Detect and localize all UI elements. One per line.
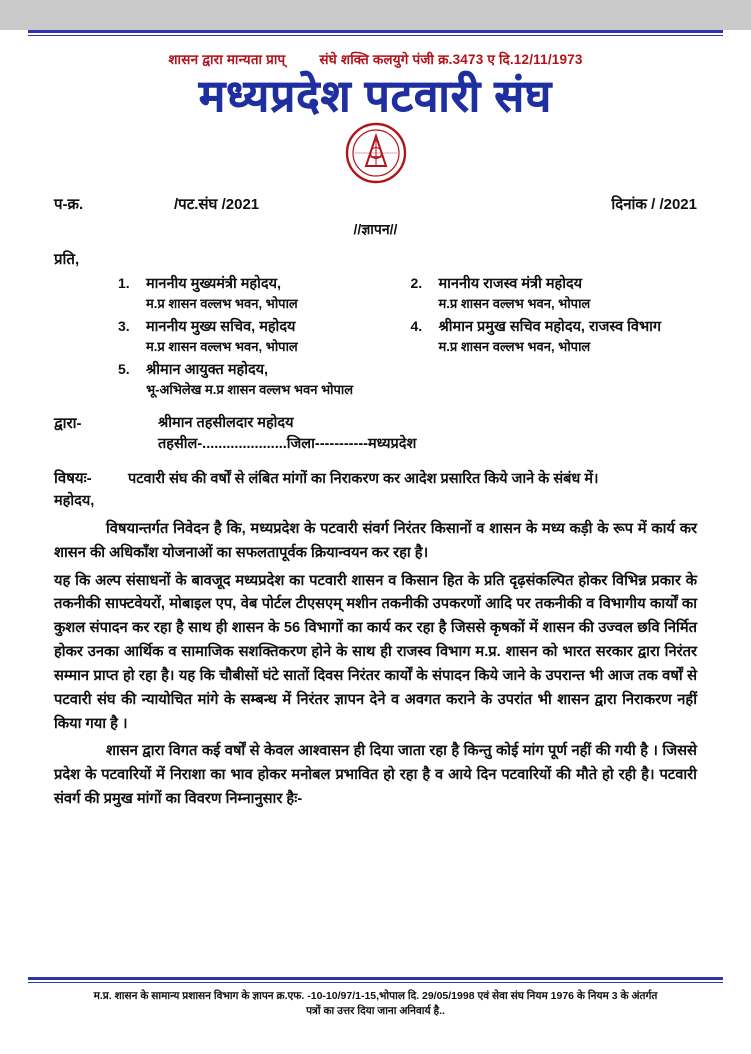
recipient-number: 3. — [118, 318, 130, 335]
recipient-address: म.प्र शासन वल्लभ भवन, भोपाल — [438, 338, 591, 354]
footer-note — [28, 989, 723, 1021]
via-location: तहसील-.....................जिला-----------मध्यप्रदेश — [158, 436, 417, 453]
recipient-name: श्रीमान आयुक्त महोदय, — [146, 362, 269, 379]
salutation: महोदय, — [54, 493, 95, 510]
reference-number-label: प-क्र. — [54, 196, 84, 214]
body-paragraph: यह कि अल्प संसाधनों के बावजूद मध्यप्रदेश का पटवारी शासन व किसान हित के प्रति दृढ़संकल्पित होकर विभिन्न प्रकार के तकनीकी साफ्टवेयरों, मोबाइल एप, वेब पोर्टल टीएसएम् मशीन तकनीकी उपकरणों आदि पर तकनीकी व विभागीय कार्यों का कुशल संपादन कर रहा है साथ ही शासन के 56 विभागों का कार्य कर रहा है जिससे कृषकों में शासन की उज्वल छवि निर्मित होकर उनका आर्थिक व सामाजिक सशक्तिकरण होने के साथ ही राजस्व विभाग म.प्र. शासन को भारत सरकार द्वारा निरंतर सम्मान प्राप्त हो रहा है। यह कि चौबीसों घंटे सातों दिवस निरंतर कार्यों के संपादन किये जाने के उपरान्त भी आज तक वर्षों से पटवारी संघ की न्यायोचित मांगे के सम्बन्ध में निरंतर ज्ञापन देने व अवगत कराने के उपरांत भी शासन द्वारा निराकरण नहीं किया गया है । — [54, 572, 697, 732]
organization-masthead: मध्यप्रदेश पटवारी संघ — [198, 72, 553, 121]
memo-title: //ज्ञापन// — [353, 221, 398, 238]
recipient-name: माननीय मुख्य सचिव, महोदय — [146, 319, 296, 336]
recognition-note: शासन द्वारा मान्यता प्राप् — [168, 52, 286, 67]
recipient-item — [118, 318, 411, 355]
via-officer: श्रीमान तहसीलदार महोदय — [158, 414, 294, 431]
recipient-name: माननीय मुख्यमंत्री महोदय, — [146, 276, 282, 293]
top-rule-thin — [28, 35, 723, 36]
recipient-address: म.प्र शासन वल्लभ भवन, भोपाल — [146, 338, 298, 354]
emblem-container — [28, 122, 723, 184]
recipient-name: माननीय राजस्व मंत्री महोदय — [438, 276, 583, 293]
registration-note: संघे शक्ति कलयुगे पंजी क्र.3473 ए दि.12/11/1973 — [319, 52, 583, 67]
footer-note-line-2: पत्रों का उत्तर दिया जाना अनिवार्य है.. — [306, 1005, 445, 1018]
footer-note-line-1: म.प्र. शासन के सामान्य प्रशासन विभाग के ज्ञापन क्र.एफ. -10-10/97/1-15,भोपाल दि. 29/05/1998 एवं सेवा संघ नियम 1976 के नियम 3 के अंतर्गत — [93, 989, 658, 1002]
subject-text: पटवारी संघ की वर्षाें से लंबित मांगों का निराकरण कर आदेश प्रसारित किये जाने के संबंध में। — [128, 471, 599, 488]
recipient-number: 5. — [118, 361, 130, 378]
reference-middle-label: /पट.संघ /2021 — [174, 196, 260, 214]
recipient-item — [411, 318, 704, 355]
recipient-number: 4. — [410, 318, 423, 335]
via-lines — [158, 413, 416, 457]
recipient-number: 1. — [118, 275, 130, 292]
footer-rule-thin — [28, 982, 723, 983]
via-label: द्वारा- — [54, 414, 82, 432]
subject-block — [28, 468, 723, 488]
letter-body — [28, 518, 723, 812]
recipient-name: श्रीमान प्रमुख सचिव महोदय, राजस्व विभाग — [438, 319, 662, 336]
reference-row — [28, 194, 723, 214]
letterhead-notes — [28, 50, 723, 68]
date-label: दिनांक / /2021 — [611, 196, 697, 214]
body-paragraph: शासन द्वारा विगत कई वर्षों से केवल आश्वासन ही दिया जाता रहा है किन्तु कोई मांग पूर्ण नहीं की गयी है । जिससे प्रदेश के पटवारियों में निराशा का भाव होकर मनोबल प्रभावित हो रहा है व आये दिन पटवारियों की मौते हो रही है। पटवारी संवर्ग की प्रमुख मांगों का विवरण निम्नानुसार हैः- — [54, 743, 697, 807]
recipient-row — [118, 275, 703, 312]
to-label: प्रति, — [54, 251, 80, 269]
via-block — [28, 413, 723, 457]
recipient-number: 2. — [410, 275, 423, 292]
recipient-item — [118, 361, 703, 398]
recipient-item — [411, 275, 704, 312]
subject-label: विषयः- — [54, 470, 92, 488]
footer-rule-thick — [28, 977, 723, 980]
recipient-address: म.प्र शासन वल्लभ भवन, भोपाल — [438, 295, 591, 311]
patwari-sangh-emblem-icon — [345, 122, 407, 184]
body-paragraph: विषयान्तर्गत निवेदन है कि, मध्यप्रदेश के पटवारी संवर्ग निरंतर किसानों व शासन के मध्य कड़ी के रूप में कार्य कर शासन की अधिकाँश योजनाओं का सफलतापूर्वक क्रियान्वयन कर रहा है। — [54, 521, 697, 561]
recipient-row — [118, 318, 703, 355]
recipient-list — [28, 275, 723, 398]
recipient-item — [118, 275, 411, 312]
document-page — [0, 30, 751, 1054]
footer — [28, 977, 723, 1021]
recipient-address: म.प्र शासन वल्लभ भवन, भोपाल — [146, 295, 298, 311]
top-rule-thick — [28, 30, 723, 33]
recipient-row — [118, 361, 703, 398]
recipient-address: भू-अभिलेख म.प्र शासन वल्लभ भवन भोपाल — [146, 381, 354, 397]
